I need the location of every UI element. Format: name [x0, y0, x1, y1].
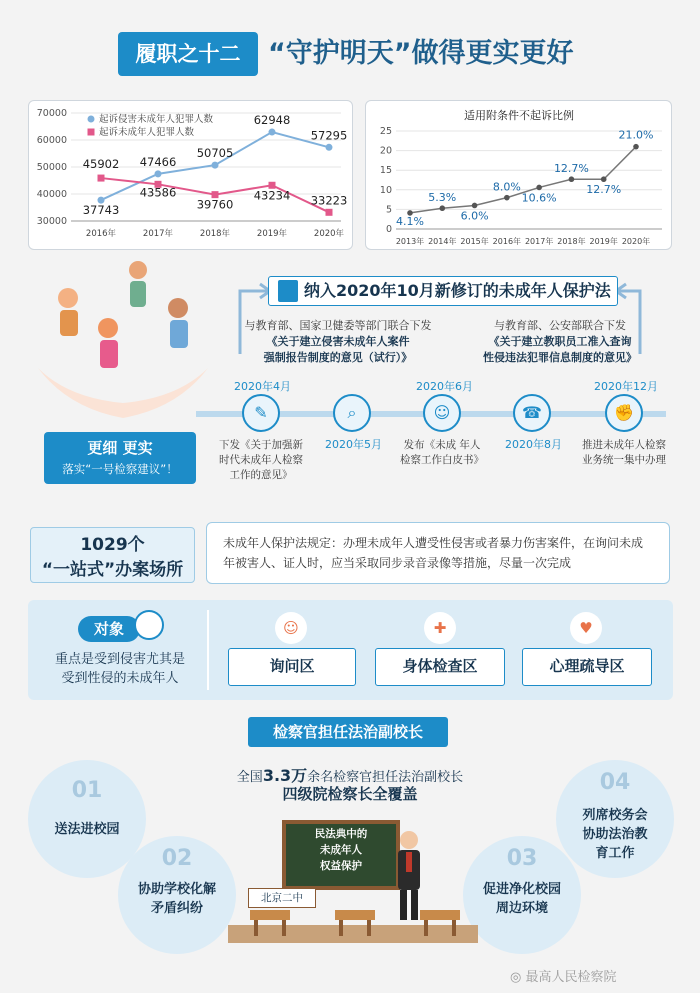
chart-title: 适用附条件不起诉比例	[464, 109, 574, 122]
joint-issue-left-line1: 与教育部、国家卫健委等部门联合下发	[244, 319, 432, 332]
zone-physical-exam: 身体检查区	[375, 648, 505, 686]
law-book-icon	[278, 280, 298, 302]
data-label-ratio: 8.0%	[492, 180, 521, 194]
timeline-date-4: 2020年8月	[505, 438, 562, 451]
data-point-victims	[155, 170, 162, 177]
document-glyph: ✎	[254, 403, 268, 422]
duty-number-01: 01	[71, 778, 103, 803]
x-tick-label: 2016年	[85, 229, 117, 239]
data-label-victims: 62948	[253, 113, 291, 128]
data-label-ratio: 4.1%	[396, 214, 424, 228]
target-pill: 对象	[78, 616, 140, 642]
data-label-ratio: 21.0%	[618, 128, 654, 142]
x-tick-label: 2018年	[557, 237, 586, 246]
y-tick-label: 30000	[36, 216, 67, 227]
desk-icon	[420, 910, 460, 920]
timeline-desc-3	[392, 438, 492, 468]
data-label-victims: 37743	[82, 203, 120, 218]
duty-label-02-line: 协助学校化解	[137, 882, 216, 897]
prosecution-count-chart	[28, 100, 353, 250]
fist-icon	[605, 394, 643, 432]
search-icon	[333, 394, 371, 432]
duty-number-03: 03	[506, 846, 538, 871]
weibo-account: 最高人民检察院	[525, 970, 617, 985]
data-point-ratio	[472, 203, 478, 209]
data-point-victims	[212, 162, 219, 169]
y-tick-label: 40000	[36, 189, 67, 200]
data-point-ratio	[633, 144, 639, 150]
law-text: 纳入2020年10月新修订的未成年人保护法	[304, 281, 611, 300]
child-icon	[58, 288, 78, 308]
school-sign: 北京二中	[248, 888, 316, 908]
data-label-victims: 57295	[310, 128, 348, 143]
duty-label-02	[118, 880, 236, 918]
blackboard-line: 未成年人	[320, 844, 362, 856]
x-tick-label: 2017年	[524, 237, 554, 246]
duty-number-02: 02	[161, 846, 193, 871]
search-glyph: ⌕	[347, 403, 357, 422]
prosecutor-heading: 检察官担任法治副校长	[248, 717, 448, 747]
x-tick-label: 2017年	[142, 229, 174, 239]
x-tick-label: 2016年	[492, 237, 522, 246]
page-title: “守护明天”做得更实更好	[268, 38, 574, 69]
y-tick-label: 60000	[36, 135, 67, 146]
classroom-desks	[240, 900, 470, 940]
x-tick-label: 2013年	[395, 237, 425, 246]
timeline-date-3: 2020年6月	[416, 380, 473, 393]
data-label-ratio: 5.3%	[428, 191, 457, 205]
x-tick-label: 2020年	[621, 237, 651, 246]
duty-label-04-line: 育工作	[595, 846, 635, 861]
timeline-desc-1-line: 下发《关于加强新	[219, 439, 303, 451]
stethoscope-icon	[424, 612, 456, 644]
duty-label-01: 送法进校园	[54, 822, 120, 837]
timeline-desc-5-line: 业务统一集中办理	[582, 454, 666, 466]
data-label-victims: 47466	[139, 154, 177, 169]
hands-icon	[38, 368, 208, 418]
y-tick-label: 20	[379, 145, 392, 157]
timeline-desc-1	[210, 438, 312, 483]
duty-label-02-line: 矛盾纠纷	[150, 901, 203, 916]
y-tick-label: 50000	[36, 162, 67, 173]
leaf-icon	[134, 610, 164, 640]
blackboard-line: 权益保护	[320, 860, 362, 872]
timeline-date-2: 2020年5月	[325, 438, 382, 451]
person-icon	[275, 612, 307, 644]
timeline-desc-1-line: 时代未成年人检察	[219, 454, 303, 466]
duty-label-03	[463, 880, 581, 918]
timeline-desc-5	[572, 438, 676, 468]
data-point-ratio	[439, 205, 445, 211]
data-label-ratio: 12.7%	[586, 183, 622, 197]
data-point-ratio	[536, 185, 542, 191]
data-point-victims	[269, 129, 276, 136]
person-glyph: ☺	[283, 619, 299, 637]
legend-label-victims: 起诉侵害未成年人犯罪人数	[99, 114, 214, 125]
law-note: 未成年人保护法规定：办理未成年人遭受性侵害或者暴力伤害案件，在询问未成年被害人、证人时，应当采取同步录音录像等措施，尽量一次完成	[206, 522, 670, 584]
target-desc-line1: 重点是受到侵害尤其是	[54, 652, 185, 667]
one-stop-label: “一站式”办案场所	[41, 560, 184, 580]
x-tick-label: 2019年	[589, 237, 618, 246]
blackboard-text	[290, 826, 392, 874]
child-icon	[129, 261, 147, 279]
data-point-ratio	[601, 176, 607, 182]
x-tick-label: 2018年	[199, 229, 231, 239]
desk-icon	[335, 910, 375, 920]
target-desc-line2: 受到性侵的未成年人	[61, 671, 179, 686]
zone-interview: 询问区	[228, 648, 356, 686]
target-description	[40, 650, 200, 688]
zone-counseling: 心理疏导区	[522, 648, 652, 686]
weibo-watermark: ◎ 最高人民检察院	[510, 970, 617, 985]
y-tick-label: 15	[379, 165, 392, 177]
data-label-offenders: 45902	[82, 157, 120, 172]
timeline-desc-5-line: 推进未成年人检察	[582, 439, 666, 451]
blackboard-line: 民法典中的	[314, 828, 368, 840]
x-tick-label: 2014年	[428, 237, 457, 246]
heart-glyph: ♥	[579, 619, 593, 637]
y-tick-label: 70000	[36, 108, 67, 119]
data-label-offenders: 43234	[253, 188, 291, 203]
joint-issue-right-line3: 性侵违法犯罪信息制度的意见》	[483, 351, 637, 364]
joint-issue-right-line2: 《关于建立教职员工准入查询	[488, 335, 632, 348]
duty-label-04	[556, 806, 674, 863]
duty-number-04: 04	[599, 770, 631, 795]
data-point-offenders	[326, 209, 333, 216]
timeline-desc-3-line: 检察工作白皮书》	[400, 454, 484, 466]
data-label-offenders: 39760	[196, 197, 234, 212]
data-point-ratio	[569, 176, 575, 182]
duty-label-04-line: 列席校务会	[582, 808, 648, 823]
data-point-ratio	[504, 195, 510, 201]
y-tick-label: 0	[385, 224, 392, 235]
data-label-ratio: 10.6%	[521, 191, 557, 205]
y-tick-label: 10	[379, 184, 392, 196]
timeline-date-5: 2020年12月	[594, 380, 658, 393]
prosecutor-coverage: 四级院检察长全覆盖	[282, 785, 418, 803]
data-label-victims: 50705	[196, 146, 234, 161]
data-point-offenders	[98, 175, 105, 182]
stat-suffix: 余名检察官担任法治副校长	[307, 770, 464, 785]
one-stop-count: 1029个	[80, 535, 145, 555]
y-tick-label: 25	[379, 126, 392, 137]
data-label-ratio: 12.7%	[553, 162, 589, 176]
stat-prefix: 全国	[236, 770, 263, 785]
children-illustration	[28, 258, 218, 428]
x-tick-label: 2019年	[256, 229, 288, 239]
joint-issue-left-line2: 《关于建立侵害未成年人案件	[266, 335, 410, 348]
data-point-victims	[326, 144, 333, 151]
joint-issue-right-line1: 与教育部、公安部联合下发	[494, 319, 626, 332]
prosecutor-icon	[423, 394, 461, 432]
timeline-desc-3-line: 发布《未成 年人	[403, 439, 481, 451]
data-label-offenders: 33223	[310, 193, 348, 208]
document-icon	[242, 394, 280, 432]
desk-icon	[250, 910, 290, 920]
headset-glyph: ☎	[522, 403, 542, 422]
child-icon	[168, 298, 188, 318]
prosecution-count-chart-svg	[29, 101, 354, 251]
conditional-non-prosecution-chart-svg	[366, 101, 673, 251]
data-label-offenders: 43586	[139, 185, 177, 200]
x-tick-label: 2020年	[313, 229, 345, 239]
headset-icon	[513, 394, 551, 432]
joint-issue-right	[455, 318, 665, 366]
child-icon	[98, 318, 118, 338]
legend-marker-offenders	[88, 129, 95, 136]
highlight-title: 更细 更实	[87, 439, 153, 457]
stat-number: 3.3万	[262, 766, 308, 785]
joint-issue-left-line3: 强制报告制度的意见（试行）》	[263, 351, 413, 364]
duty-label-03-line: 周边环境	[495, 901, 548, 916]
fist-glyph: ✊	[614, 403, 634, 422]
duty-label-04-line: 协助法治教	[582, 827, 648, 842]
prosecutor-glyph: ☺	[433, 403, 451, 422]
data-label-ratio: 6.0%	[460, 209, 489, 223]
conditional-non-prosecution-chart	[365, 100, 672, 250]
heart-icon	[570, 612, 602, 644]
stethoscope-glyph: ✚	[433, 619, 447, 637]
x-tick-label: 2015年	[460, 237, 489, 246]
timeline-desc-1-line: 工作的意见》	[229, 469, 293, 481]
teacher-figure	[392, 828, 426, 924]
section-badge: 履职之十二	[118, 32, 258, 76]
legend-label-offenders: 起诉未成年人犯罪人数	[99, 127, 195, 138]
highlight-subtitle: 落实“一号检察建议”！	[62, 462, 178, 476]
duty-label-03-line: 促进净化校园	[482, 882, 561, 897]
timeline-date-1: 2020年4月	[234, 380, 291, 393]
teacher-head-icon	[400, 831, 418, 849]
legend-marker-victims	[88, 116, 95, 123]
y-tick-label: 5	[385, 204, 392, 216]
target-divider	[206, 610, 210, 690]
joint-issue-left	[238, 318, 438, 366]
